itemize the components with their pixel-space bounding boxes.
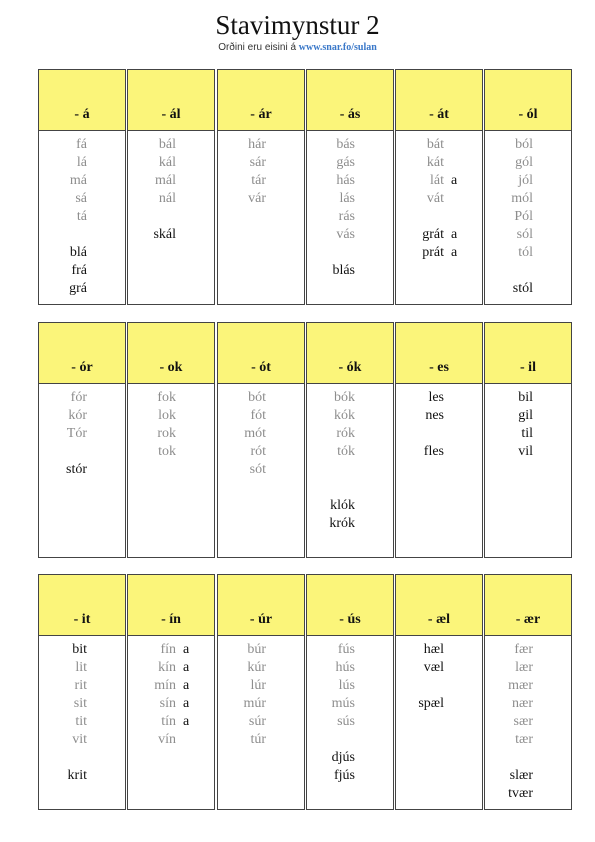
- word-suffix: a: [183, 696, 190, 711]
- card-header: [218, 575, 304, 636]
- word-text: djús: [331, 750, 355, 765]
- word-item: [128, 695, 214, 713]
- word-text: klók: [330, 498, 355, 513]
- word-item: [39, 713, 125, 731]
- word-list: [39, 389, 125, 479]
- word-text: stór: [66, 462, 87, 477]
- word-text: prát: [422, 245, 444, 260]
- word-item: [218, 461, 304, 479]
- word-text: sit: [73, 696, 87, 711]
- word-text: les: [428, 390, 444, 405]
- word-list: [396, 389, 482, 461]
- word-text: gil: [518, 408, 533, 423]
- word-item: [218, 443, 304, 461]
- word-item: [307, 389, 393, 407]
- word-card: [484, 322, 572, 558]
- card-header: [307, 323, 393, 384]
- word-card: [395, 574, 483, 810]
- word-item: [39, 767, 125, 785]
- word-suffix: a: [451, 227, 458, 242]
- page-title: Stavimynstur 2: [215, 10, 380, 40]
- word-item: [485, 641, 571, 659]
- word-item: [128, 154, 214, 172]
- word-item: [307, 695, 393, 713]
- word-card: [127, 574, 215, 810]
- word-item: [307, 749, 393, 767]
- card-pattern: - ín: [161, 612, 181, 627]
- word-list: [485, 641, 571, 803]
- word-gap: [485, 749, 571, 767]
- word-item: [218, 190, 304, 208]
- card-header: [307, 70, 393, 131]
- card-header: [485, 323, 571, 384]
- word-gap: [307, 244, 393, 262]
- word-item: [128, 389, 214, 407]
- word-item: [396, 695, 482, 713]
- word-item: [396, 443, 482, 461]
- word-item: [485, 659, 571, 677]
- word-item: [128, 136, 214, 154]
- word-text: ból: [515, 137, 533, 152]
- card-pattern: - ás: [339, 107, 361, 122]
- word-gap: [128, 208, 214, 226]
- card-pattern: - ót: [251, 360, 271, 375]
- word-gap: [307, 461, 393, 479]
- word-gap: [485, 262, 571, 280]
- word-card: [306, 69, 394, 305]
- word-text: nál: [158, 191, 176, 206]
- card-header: [396, 575, 482, 636]
- word-text: tín: [161, 714, 176, 729]
- word-card: [217, 574, 305, 810]
- word-text: fín: [160, 642, 176, 657]
- word-item: [307, 226, 393, 244]
- word-item: [307, 262, 393, 280]
- word-gap: [39, 226, 125, 244]
- word-card: [395, 69, 483, 305]
- word-item: [485, 767, 571, 785]
- word-text: mín: [154, 678, 176, 693]
- word-item: [39, 425, 125, 443]
- word-item: [39, 136, 125, 154]
- word-card: [306, 574, 394, 810]
- word-text: lás: [339, 191, 355, 206]
- word-item: [307, 407, 393, 425]
- word-text: vát: [426, 191, 444, 206]
- word-card: [38, 69, 126, 305]
- word-item: [396, 389, 482, 407]
- word-item: [396, 407, 482, 425]
- word-gap: [307, 731, 393, 749]
- word-text: tá: [76, 209, 87, 224]
- word-item: [396, 244, 482, 262]
- word-text: tár: [251, 173, 266, 188]
- word-item: [39, 461, 125, 479]
- word-text: krit: [67, 768, 87, 783]
- word-item: [485, 226, 571, 244]
- word-text: krók: [329, 516, 355, 531]
- word-item: [485, 407, 571, 425]
- word-item: [39, 208, 125, 226]
- word-text: mót: [244, 426, 266, 441]
- card-header: [128, 323, 214, 384]
- word-item: [39, 695, 125, 713]
- word-item: [307, 136, 393, 154]
- word-text: nes: [425, 408, 444, 423]
- word-text: hás: [336, 173, 355, 188]
- word-text: til: [521, 426, 533, 441]
- word-text: tok: [158, 444, 176, 459]
- word-item: [485, 425, 571, 443]
- word-suffix: a: [183, 714, 190, 729]
- card-header: [39, 323, 125, 384]
- word-card: [127, 69, 215, 305]
- card-pattern: - úr: [249, 612, 273, 627]
- word-text: Pól: [514, 209, 533, 224]
- word-text: sá: [75, 191, 87, 206]
- word-text: má: [69, 173, 87, 188]
- word-list: [396, 136, 482, 262]
- card-header: [396, 70, 482, 131]
- word-text: búr: [247, 642, 266, 657]
- word-text: sús: [337, 714, 355, 729]
- word-item: [39, 659, 125, 677]
- card-header: [39, 575, 125, 636]
- word-text: Tór: [66, 426, 87, 441]
- word-list: [128, 389, 214, 461]
- word-text: rok: [157, 426, 176, 441]
- word-item: [218, 154, 304, 172]
- word-text: gás: [336, 155, 355, 170]
- word-item: [485, 190, 571, 208]
- word-text: mús: [331, 696, 355, 711]
- word-text: sót: [249, 462, 266, 477]
- word-card: [38, 574, 126, 810]
- card-header: [39, 70, 125, 131]
- word-item: [396, 136, 482, 154]
- word-item: [218, 641, 304, 659]
- card-pattern: - át: [429, 107, 449, 122]
- word-item: [39, 154, 125, 172]
- word-list: [307, 389, 393, 533]
- word-item: [218, 407, 304, 425]
- word-list: [485, 136, 571, 298]
- word-text: bók: [334, 390, 355, 405]
- word-item: [485, 136, 571, 154]
- word-text: sær: [513, 714, 533, 729]
- word-text: kúr: [247, 660, 266, 675]
- word-item: [39, 389, 125, 407]
- word-item: [485, 244, 571, 262]
- word-item: [128, 713, 214, 731]
- word-text: múr: [243, 696, 266, 711]
- word-item: [218, 695, 304, 713]
- word-item: [307, 497, 393, 515]
- subtitle-text: Orðini eru eisini á: [218, 42, 297, 53]
- word-item: [307, 190, 393, 208]
- word-text: bil: [518, 390, 533, 405]
- card-pattern: - ók: [338, 360, 362, 375]
- card-header: [218, 323, 304, 384]
- word-text: skál: [153, 227, 176, 242]
- word-item: [485, 731, 571, 749]
- word-item: [485, 208, 571, 226]
- word-text: lit: [75, 660, 87, 675]
- word-text: bót: [248, 390, 266, 405]
- word-card: [395, 322, 483, 558]
- card-header: [128, 70, 214, 131]
- word-text: blás: [332, 263, 355, 278]
- word-text: hæl: [423, 642, 444, 657]
- word-text: vás: [336, 227, 355, 242]
- word-item: [307, 425, 393, 443]
- card-pattern: - ár: [250, 107, 272, 122]
- word-item: [485, 172, 571, 190]
- word-card: [127, 322, 215, 558]
- word-text: sár: [249, 155, 266, 170]
- word-item: [307, 443, 393, 461]
- word-list: [307, 136, 393, 280]
- word-item: [128, 407, 214, 425]
- word-list: [218, 136, 304, 208]
- word-card: [306, 322, 394, 558]
- word-list: [128, 641, 214, 749]
- card-header: [128, 575, 214, 636]
- word-suffix: a: [451, 245, 458, 260]
- word-text: gól: [515, 155, 533, 170]
- word-text: blá: [69, 245, 87, 260]
- word-item: [307, 767, 393, 785]
- word-item: [39, 172, 125, 190]
- word-text: kál: [158, 155, 176, 170]
- word-suffix: a: [183, 660, 190, 675]
- word-text: kát: [426, 155, 444, 170]
- word-text: kín: [158, 660, 176, 675]
- card-pattern: - ús: [339, 612, 361, 627]
- word-item: [218, 172, 304, 190]
- word-card: [484, 69, 572, 305]
- word-item: [307, 677, 393, 695]
- word-item: [485, 280, 571, 298]
- word-item: [307, 515, 393, 533]
- word-item: [128, 226, 214, 244]
- word-text: tók: [337, 444, 355, 459]
- card-header: [485, 575, 571, 636]
- word-item: [128, 425, 214, 443]
- word-text: rás: [338, 209, 355, 224]
- word-item: [396, 641, 482, 659]
- word-item: [128, 190, 214, 208]
- word-text: sól: [516, 227, 533, 242]
- word-gap: [396, 677, 482, 695]
- word-item: [307, 172, 393, 190]
- word-text: nær: [512, 696, 533, 711]
- word-text: rót: [250, 444, 266, 459]
- word-text: tvær: [508, 786, 533, 801]
- word-text: kór: [68, 408, 87, 423]
- word-text: bát: [426, 137, 444, 152]
- word-item: [128, 659, 214, 677]
- word-item: [128, 443, 214, 461]
- word-text: væl: [423, 660, 444, 675]
- word-text: frá: [71, 263, 87, 278]
- word-card: [217, 322, 305, 558]
- word-text: tær: [515, 732, 533, 747]
- word-item: [485, 713, 571, 731]
- word-item: [39, 407, 125, 425]
- word-text: spæl: [418, 696, 444, 711]
- word-text: rit: [74, 678, 87, 693]
- word-item: [307, 154, 393, 172]
- word-text: bás: [336, 137, 355, 152]
- word-item: [485, 389, 571, 407]
- word-item: [39, 244, 125, 262]
- word-item: [39, 262, 125, 280]
- card-pattern: - ok: [159, 360, 183, 375]
- word-item: [218, 677, 304, 695]
- word-item: [307, 208, 393, 226]
- word-list: [39, 136, 125, 298]
- page-subtitle: [0, 42, 595, 53]
- word-text: lær: [515, 660, 533, 675]
- card-pattern: - il: [520, 360, 536, 375]
- word-text: fá: [76, 137, 87, 152]
- word-card: [484, 574, 572, 810]
- word-text: mær: [508, 678, 533, 693]
- word-gap: [39, 749, 125, 767]
- word-item: [307, 641, 393, 659]
- card-pattern: - it: [73, 612, 91, 627]
- word-item: [485, 677, 571, 695]
- word-text: lok: [158, 408, 176, 423]
- card-header: [307, 575, 393, 636]
- word-item: [485, 443, 571, 461]
- card-pattern: - á: [74, 107, 90, 122]
- word-item: [396, 226, 482, 244]
- word-text: rók: [336, 426, 355, 441]
- card-header: [218, 70, 304, 131]
- word-item: [128, 172, 214, 190]
- word-list: [218, 641, 304, 749]
- word-gap: [396, 208, 482, 226]
- word-text: bál: [158, 137, 176, 152]
- card-pattern: - æl: [427, 612, 451, 627]
- word-text: lát: [430, 173, 444, 188]
- word-item: [39, 280, 125, 298]
- word-item: [39, 641, 125, 659]
- word-item: [218, 425, 304, 443]
- word-item: [396, 154, 482, 172]
- word-text: tól: [518, 245, 533, 260]
- website-link[interactable]: www.snar.fo/sulan: [298, 42, 377, 53]
- word-text: mál: [155, 173, 176, 188]
- word-suffix: a: [451, 173, 458, 188]
- word-item: [485, 154, 571, 172]
- card-header: [485, 70, 571, 131]
- word-card: [38, 322, 126, 558]
- word-item: [128, 641, 214, 659]
- word-suffix: a: [183, 678, 190, 693]
- word-item: [396, 190, 482, 208]
- word-item: [485, 785, 571, 803]
- word-text: fór: [70, 390, 87, 405]
- word-text: hús: [335, 660, 355, 675]
- word-text: grát: [422, 227, 444, 242]
- word-text: fles: [423, 444, 444, 459]
- word-list: [218, 389, 304, 479]
- word-text: jól: [518, 173, 533, 188]
- word-text: túr: [250, 732, 266, 747]
- word-text: grá: [69, 281, 87, 296]
- word-text: fok: [157, 390, 176, 405]
- word-item: [218, 136, 304, 154]
- word-text: hár: [248, 137, 266, 152]
- word-text: lús: [338, 678, 355, 693]
- word-item: [307, 659, 393, 677]
- word-text: lúr: [250, 678, 266, 693]
- word-text: vit: [72, 732, 87, 747]
- word-item: [128, 731, 214, 749]
- word-text: mól: [511, 191, 533, 206]
- card-header: [396, 323, 482, 384]
- word-text: fús: [337, 642, 355, 657]
- card-pattern: - ær: [515, 612, 541, 627]
- word-text: slær: [509, 768, 533, 783]
- word-text: kók: [334, 408, 355, 423]
- word-item: [307, 713, 393, 731]
- word-gap: [39, 443, 125, 461]
- card-pattern: - es: [429, 360, 449, 375]
- word-list: [128, 136, 214, 244]
- word-text: fær: [514, 642, 533, 657]
- word-item: [218, 389, 304, 407]
- card-pattern: - ól: [518, 107, 538, 122]
- word-card: [217, 69, 305, 305]
- word-list: [307, 641, 393, 785]
- word-text: vín: [158, 732, 176, 747]
- word-text: stól: [512, 281, 533, 296]
- word-list: [485, 389, 571, 461]
- word-item: [218, 713, 304, 731]
- word-list: [39, 641, 125, 785]
- word-item: [39, 731, 125, 749]
- word-item: [396, 659, 482, 677]
- word-text: bit: [72, 642, 87, 657]
- word-item: [128, 677, 214, 695]
- word-text: vil: [518, 444, 533, 459]
- word-text: tit: [75, 714, 87, 729]
- word-item: [218, 659, 304, 677]
- word-item: [39, 677, 125, 695]
- word-suffix: a: [183, 642, 190, 657]
- word-text: fót: [250, 408, 266, 423]
- word-text: lá: [76, 155, 87, 170]
- word-item: [396, 172, 482, 190]
- word-text: vár: [248, 191, 266, 206]
- word-gap: [307, 479, 393, 497]
- card-pattern: - ór: [71, 360, 93, 375]
- word-gap: [396, 425, 482, 443]
- word-text: súr: [248, 714, 266, 729]
- word-text: fjús: [334, 768, 355, 783]
- word-text: sín: [159, 696, 176, 711]
- card-pattern: - ál: [161, 107, 181, 122]
- word-item: [485, 695, 571, 713]
- word-list: [396, 641, 482, 713]
- word-item: [39, 190, 125, 208]
- word-item: [218, 731, 304, 749]
